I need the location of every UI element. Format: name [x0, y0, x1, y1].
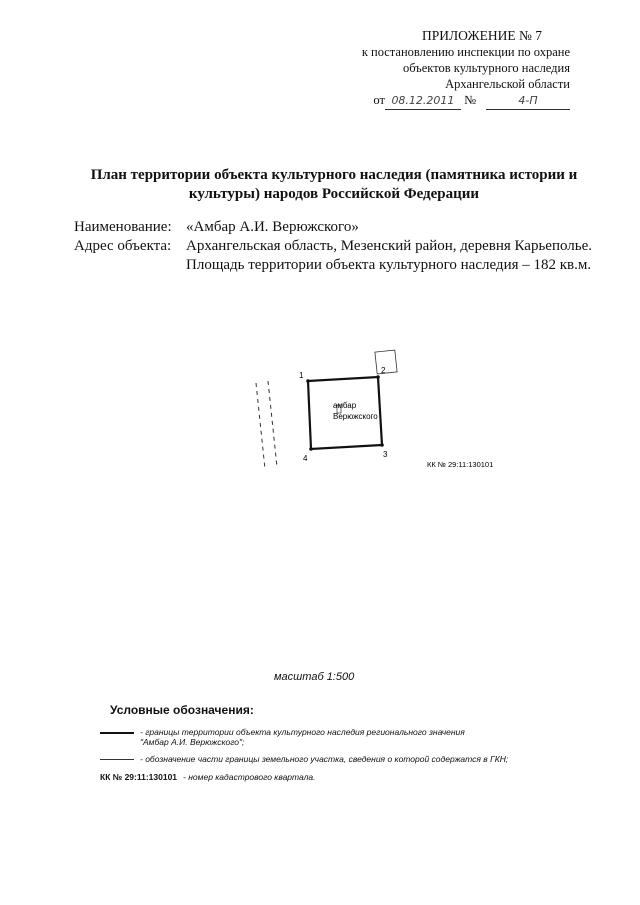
legend-swatch-parcel	[100, 759, 134, 760]
legend-title: Условные обозначения:	[110, 703, 254, 717]
adjacent-parcel	[375, 350, 397, 374]
address-row	[74, 237, 614, 275]
corner-marker-1	[306, 379, 310, 383]
number-label: №	[464, 93, 476, 107]
address-label: Адрес объекта:	[74, 238, 172, 254]
address-value	[186, 237, 614, 275]
corner-marker-4	[309, 447, 313, 451]
cadastral-quarter-label: КК № 29:11:130101	[427, 460, 494, 469]
date-value: 08.12.2011	[385, 93, 461, 110]
legend-swatch-boundary	[100, 732, 134, 734]
document-title-line-1: План территории объекта культурного наследия (памятника истории и	[90, 167, 578, 183]
building-label-line-2: Верюжского	[333, 412, 378, 421]
name-label: Наименование:	[74, 219, 172, 235]
appendix-line-2: объектов культурного наследия	[403, 61, 570, 75]
legend-item-boundary-line-1: - границы территории объекта культурного наследия регионального значения	[140, 727, 465, 737]
area-text: Площадь территории объекта культурного наследия – 182 кв.м.	[186, 257, 592, 273]
legend-item-parcel	[100, 754, 508, 764]
number-value: 4-П	[486, 93, 570, 110]
appendix-header	[310, 28, 570, 110]
point-3-label: 3	[383, 450, 388, 459]
legend-item-boundary	[100, 727, 465, 747]
name-value: «Амбар А.И. Верюжского»	[186, 219, 359, 235]
site-plan	[0, 345, 640, 485]
appendix-date-row	[310, 92, 570, 110]
corner-marker-2	[376, 375, 380, 379]
legend-item-boundary-line-2: "Амбар А.И. Верюжского";	[140, 737, 245, 747]
legend-item-quarter	[100, 772, 316, 782]
site-plan-drawing	[0, 345, 640, 485]
cadastral-line-1	[256, 383, 265, 469]
cadastral-line-2	[268, 381, 277, 467]
appendix-line-1: к постановлению инспекции по охране	[361, 45, 570, 59]
point-2-label: 2	[381, 366, 386, 375]
address-text: Архангельская область, Мезенский район, деревня Карьеполье.	[186, 238, 593, 254]
point-1-label: 1	[299, 371, 304, 380]
document-title	[80, 166, 588, 204]
date-prefix: от	[373, 93, 385, 107]
building-label-line-1: амбар	[333, 401, 357, 410]
corner-marker-3	[380, 443, 384, 447]
appendix-line-3: Архангельской области	[445, 77, 570, 91]
appendix-title: ПРИЛОЖЕНИЕ № 7	[421, 28, 542, 43]
document-title-line-2: культуры) народов Российской Федерации	[188, 186, 480, 202]
object-info	[74, 218, 614, 275]
scale-label: масштаб 1:500	[274, 671, 355, 683]
legend-item-boundary-text	[140, 727, 465, 747]
point-4-label: 4	[303, 454, 308, 463]
legend-quarter-text: - номер кадастрового квартала.	[183, 772, 316, 782]
legend-item-parcel-text: - обозначение части границы земельного участка, сведения о которой содержатся в ГКН;	[140, 754, 509, 764]
legend-quarter-label: КК № 29:11:130101	[100, 772, 178, 782]
name-row	[74, 218, 614, 237]
